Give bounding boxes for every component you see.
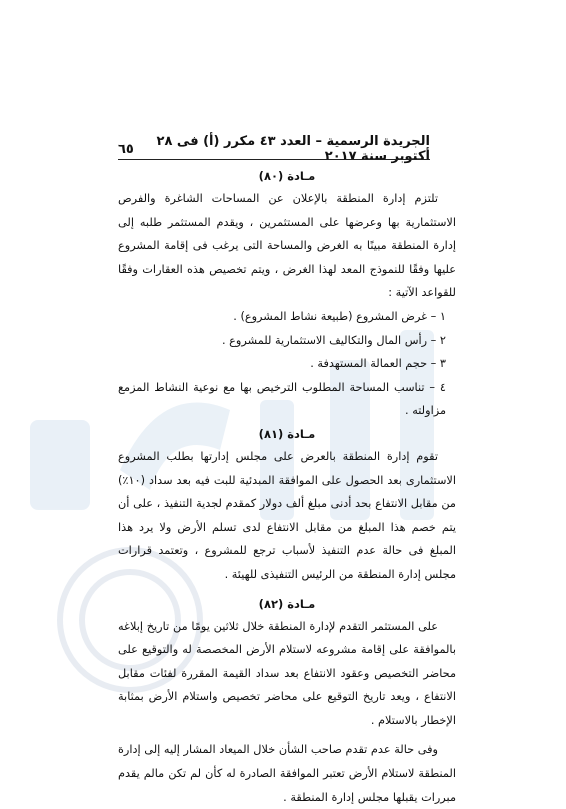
article-81-title: مـادة (٨١) bbox=[258, 426, 316, 441]
header-divider bbox=[118, 159, 430, 160]
list-item: ١ – غرض المشروع (طبيعة نشاط المشروع) . bbox=[233, 309, 446, 323]
article-80-title: مـادة (٨٠) bbox=[258, 169, 316, 183]
list-item: ٢ – رأس المال والتكاليف الاستثمارية للمشروع . bbox=[222, 333, 446, 347]
gazette-title: الجريدة الرسمية – العدد ٤٣ مكرر (أ) فى ٢٨ أكتوبر سنة ٢٠١٧ bbox=[156, 134, 430, 164]
article-80-list bbox=[118, 305, 456, 423]
article-82-body-2: وفى حالة عدم تقدم صاحب الشأن خلال الميعاد المشار إليه إلى إدارة المنطقة لاستلام الأرض تعتبر الموافقة الصادرة له كأن لم تكن مالم يقدم مبررات يقبلها مجلس إدارة المنطقة . bbox=[118, 743, 456, 804]
list-item: ٣ – حجم العمالة المستهدفة . bbox=[310, 357, 446, 371]
document-body bbox=[118, 165, 456, 809]
article-82-title: مـادة (٨٢) bbox=[258, 596, 316, 611]
article-80-intro: تلتزم إدارة المنطقة بالإعلان عن المساحات الشاغرة والفرص الاستثمارية بها وعرضها على المستثمرين ، ويقدم المستثمر طلبه إلى إدارة المنطقة مبينًا به الغرض والمساحة التى يرغب فى إقامة المشروع عليها وفقًا للنموذج المعد لهذا الغرض ، ويتم تخصيص هذه العقارات وفقًا للقواعد الآتية : bbox=[118, 192, 456, 300]
list-item: ٤ – تناسب المساحة المطلوب الترخيص بها مع نوعية النشاط المزمع مزاولته . bbox=[118, 380, 446, 418]
page-number: ٦٥ bbox=[118, 141, 134, 157]
article-82-body: على المستثمر التقدم لإدارة المنطقة خلال ثلاثين يومًا من تاريخ إبلاغه بالموافقة على إقامة مشروعه لاستلام الأرض المخصصة له والتوقيع على محاضر التخصيص وعقود الانتفاع بعد سداد القيمة المقررة لفئات مقابل الانتفاع ، ويعد تاريخ التوقيع على محاضر تخصيص واستلام الأرض بمثابة الإخطار بالاستلام . bbox=[118, 619, 456, 727]
article-81-body: تقوم إدارة المنطقة بالعرض على مجلس إدارتها بطلب المشروع الاستثمارى بعد الحصول على الموافقة المبدئية للبت فيه بعد سداد (١٠٪) من مقابل الانتفاع بحد أدنى مبلغ ألف دولار كمقدم لجدية التنفيذ ، على أن يتم خصم هذا المبلغ من مقابل الانتفاع لدى تسلم الأرض ولا يرد هذا المبلغ فى حالة عدم التنفيذ لأسباب ترجع للمشروع ، وتعتمد قرارات مجلس إدارة المنطقة من الرئيس التنفيذى للهيئة . bbox=[118, 449, 456, 581]
